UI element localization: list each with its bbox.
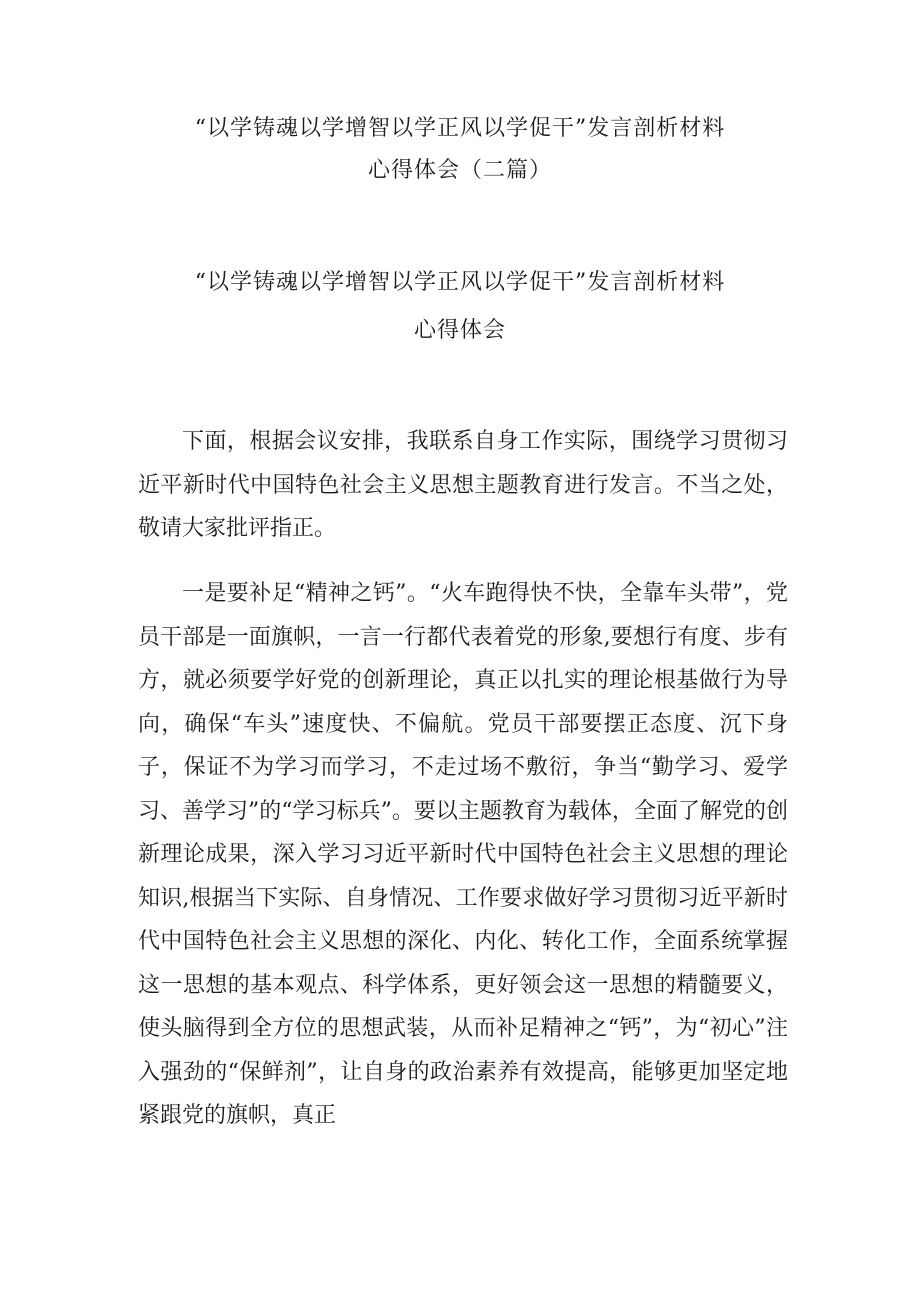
paragraph-intro: 下面，根据会议安排，我联系自身工作实际，围绕学习贯彻习近平新时代中国特色社会主义思想主题教育进行发言。不当之处，敬请大家批评指正。	[138, 429, 788, 541]
sub-title-line-2: 心得体会	[413, 318, 506, 343]
paragraph-point-one: 一是要补足“精神之钙”。“火车跑得快不快，全靠车头带”，党员干部是一面旗帜，一言一行都代表着党的形象,要想行有度、步有方，就必须要学好党的创新理论，真正以扎实的理论根基做行为导向，确保“车头”速度快、不偏航。党员干部要摆正态度、沉下身子，保证不为学习而学习，不走过场不敷衍，争当“勤学习、爱学习、善学习”的“学习标兵”。要以主题教育为载体，全面了解党的创新理论成果，深入学习习近平新时代中国特色社会主义思想的理论知识,根据当下实际、自身情况、工作要求做好学习贯彻习近平新时代中国特色社会主义思想的深化、内化、转化工作，全面系统掌握这一思想的基本观点、科学体系，更好领会这一思想的精髓要义，使头脑得到全方位的思想武装，从而补足精神之“钙”，为“初心”注入强劲的“保鲜剂”，让自身的政治素养有效提高，能够更加坚定地紧跟党的旗帜，真正	[138, 581, 788, 1128]
main-title-line-2: 心得体会（二篇）	[367, 158, 552, 183]
sub-title-line-1: “以学铸魂以学增智以学正风以学促干”发言剖析材料	[194, 270, 726, 295]
main-title-line-1: “以学铸魂以学增智以学正风以学促干”发言剖析材料	[194, 116, 726, 141]
